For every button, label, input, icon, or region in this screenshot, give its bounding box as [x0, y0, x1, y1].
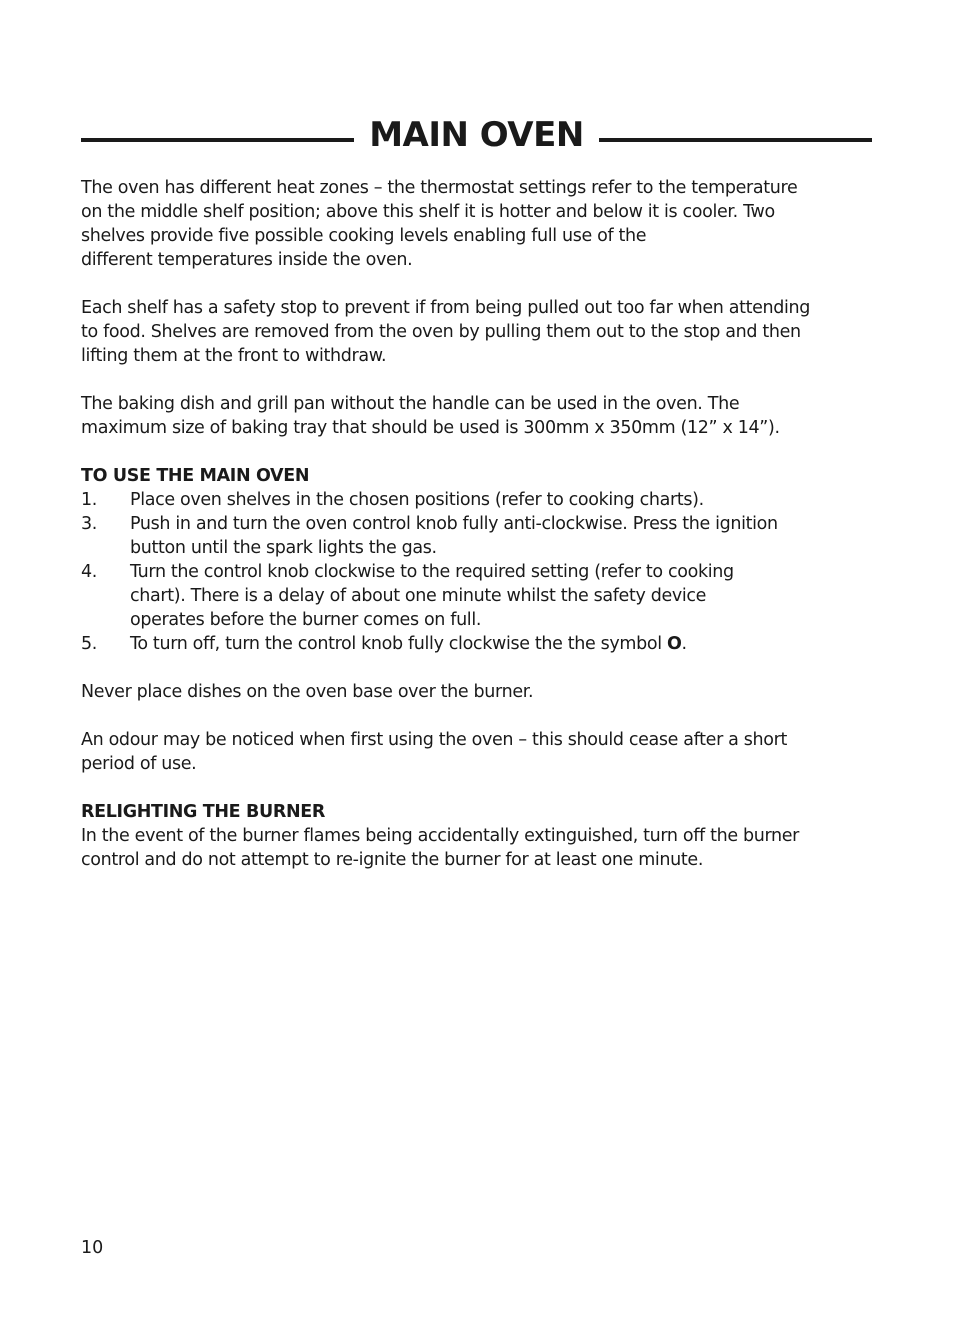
text-line: Turn the control knob clockwise to the required setting (refer to cooking	[130, 562, 734, 582]
title-rule-left	[81, 138, 354, 142]
text-line: different temperatures inside the oven.	[81, 250, 413, 270]
step-text-after: .	[681, 634, 687, 654]
list-item	[81, 560, 871, 632]
list-item	[81, 632, 871, 656]
text-line: Place oven shelves in the chosen positions (refer to cooking charts).	[130, 490, 704, 510]
text-line: Each shelf has a safety stop to prevent if from being pulled out too far when attending	[81, 298, 811, 318]
text-line: The baking dish and grill pan without the handle can be used in the oven. The	[81, 394, 740, 414]
text-line: operates before the burner comes on full.	[130, 610, 482, 630]
paragraph-odour	[81, 728, 871, 776]
text-line: to food. Shelves are removed from the oven by pulling them out to the stop and then	[81, 322, 801, 342]
title-row	[81, 112, 872, 158]
steps-list	[81, 488, 871, 656]
heading-relighting: RELIGHTING THE BURNER	[81, 802, 326, 822]
text-line: lifting them at the front to withdraw.	[81, 346, 387, 366]
step-text	[130, 560, 871, 632]
text-line: on the middle shelf position; above this shelf it is hotter and below it is cooler. Two	[81, 202, 775, 222]
step-number: 3.	[81, 514, 97, 534]
page-number: 10	[81, 1238, 104, 1258]
text-line: In the event of the burner flames being accidentally extinguished, turn off the burner	[81, 826, 799, 846]
step-text-before: To turn off, turn the control knob fully clockwise the the symbol	[130, 634, 667, 654]
paragraph-relighting	[81, 824, 871, 872]
step-text	[130, 632, 871, 656]
step-number: 1.	[81, 490, 97, 510]
text-line: Push in and turn the oven control knob fully anti-clockwise. Press the ignition	[130, 514, 778, 534]
paragraph-safety-stop	[81, 296, 871, 368]
step-number: 5.	[81, 634, 97, 654]
step-number: 4.	[81, 562, 97, 582]
text-line: chart). There is a delay of about one minute whilst the safety device	[130, 586, 707, 606]
text-line: button until the spark lights the gas.	[130, 538, 437, 558]
off-symbol: O	[666, 634, 682, 654]
paragraph-baking-dish	[81, 392, 871, 440]
text-line: An odour may be noticed when first using the oven – this should cease after a short	[81, 730, 787, 750]
heading-use-main-oven: TO USE THE MAIN OVEN	[81, 466, 310, 486]
paragraph-heat-zones	[81, 176, 871, 272]
text-line: The oven has different heat zones – the thermostat settings refer to the temperature	[81, 178, 798, 198]
text-line: control and do not attempt to re-ignite the burner for at least one minute.	[81, 850, 704, 870]
step-text	[130, 512, 871, 560]
step-text	[130, 488, 871, 512]
text-line: maximum size of baking tray that should be used is 300mm x 350mm (12” x 14”).	[81, 418, 780, 438]
page-content	[81, 176, 871, 896]
page-title: MAIN OVEN	[369, 115, 584, 155]
list-item	[81, 488, 871, 512]
paragraph-never-place	[81, 680, 871, 704]
title-rule-right	[599, 138, 872, 142]
text-line: period of use.	[81, 754, 197, 774]
list-item	[81, 512, 871, 560]
text-line: Never place dishes on the oven base over the burner.	[81, 682, 534, 702]
text-line: shelves provide five possible cooking levels enabling full use of the	[81, 226, 647, 246]
